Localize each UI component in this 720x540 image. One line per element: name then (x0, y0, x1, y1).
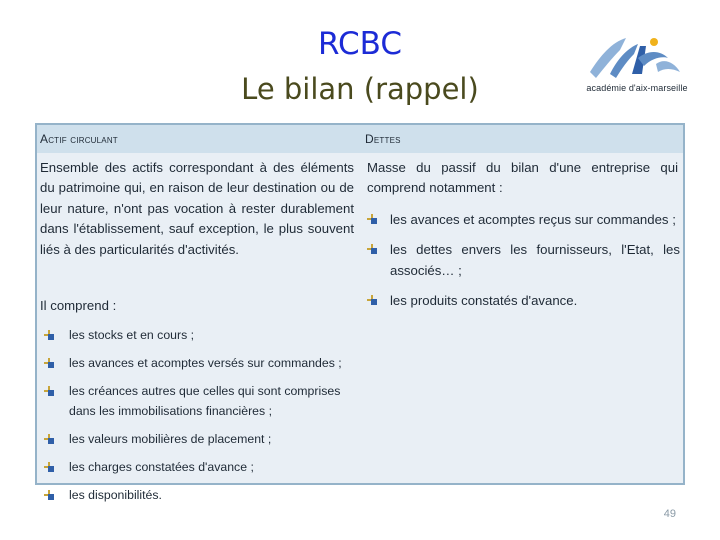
slide-title: RCBC (317, 26, 402, 62)
list-item-text: les avances et acomptes reçus sur commandes ; (390, 212, 676, 227)
list-item-text: les stocks et en cours ; (69, 328, 195, 342)
actif-intro: Il comprend : (40, 298, 117, 313)
list-item-text: les créances autres que celles qui sont comprises dans les immobilisations financières ; (69, 384, 341, 418)
actif-definition: Ensemble des actifs correspondant à des éléments du patrimoine qui, en raison de leur destination ou de leur nature, n'ont pas vocation à rester durablement dans l'établissement, sauf exception, le plus souvent liés à des particularités d'activités. (40, 160, 354, 257)
header-dettes-label: Dettes (365, 132, 401, 146)
dettes-column (362, 153, 683, 483)
list-item-text: les disponibilités. (69, 488, 162, 502)
list-item (364, 209, 680, 230)
bullet-icon (44, 434, 54, 444)
list-item (37, 485, 362, 505)
actif-list (37, 325, 362, 513)
header-actif-label: Actif circulant (40, 132, 118, 146)
academy-logo-text: académie d'aix-marseille (586, 83, 688, 93)
list-item (364, 290, 680, 311)
list-item (37, 381, 362, 421)
bullet-icon (44, 462, 54, 472)
bullet-icon (367, 244, 377, 254)
header-actif-circulant (37, 125, 362, 153)
slide-subtitle: Le bilan (rappel) (241, 72, 479, 106)
bullet-icon (44, 358, 54, 368)
list-item (37, 457, 362, 477)
list-item-text: les charges constatées d'avance ; (69, 460, 254, 474)
content-table (35, 123, 685, 502)
list-item (37, 429, 362, 449)
dettes-list (364, 209, 680, 320)
list-item-text: les avances et acomptes versés sur commandes ; (69, 356, 342, 370)
bullet-icon (367, 295, 377, 305)
list-item (37, 325, 362, 345)
list-item (37, 353, 362, 373)
bullet-icon (44, 490, 54, 500)
list-item-text: les dettes envers les fournisseurs, l'Etat, les associés… ; (390, 242, 680, 278)
list-item (364, 239, 680, 281)
bullet-icon (44, 386, 54, 396)
list-item-text: les valeurs mobilières de placement ; (69, 432, 272, 446)
bullet-icon (367, 214, 377, 224)
header-dettes (362, 125, 683, 153)
actif-column (37, 153, 362, 502)
dettes-definition: Masse du passif du bilan d'une entreprise qui comprend notamment : (367, 160, 678, 196)
bullet-icon (44, 330, 54, 340)
page-number: 49 (663, 508, 676, 520)
list-item-text: les produits constatés d'avance. (390, 293, 578, 308)
